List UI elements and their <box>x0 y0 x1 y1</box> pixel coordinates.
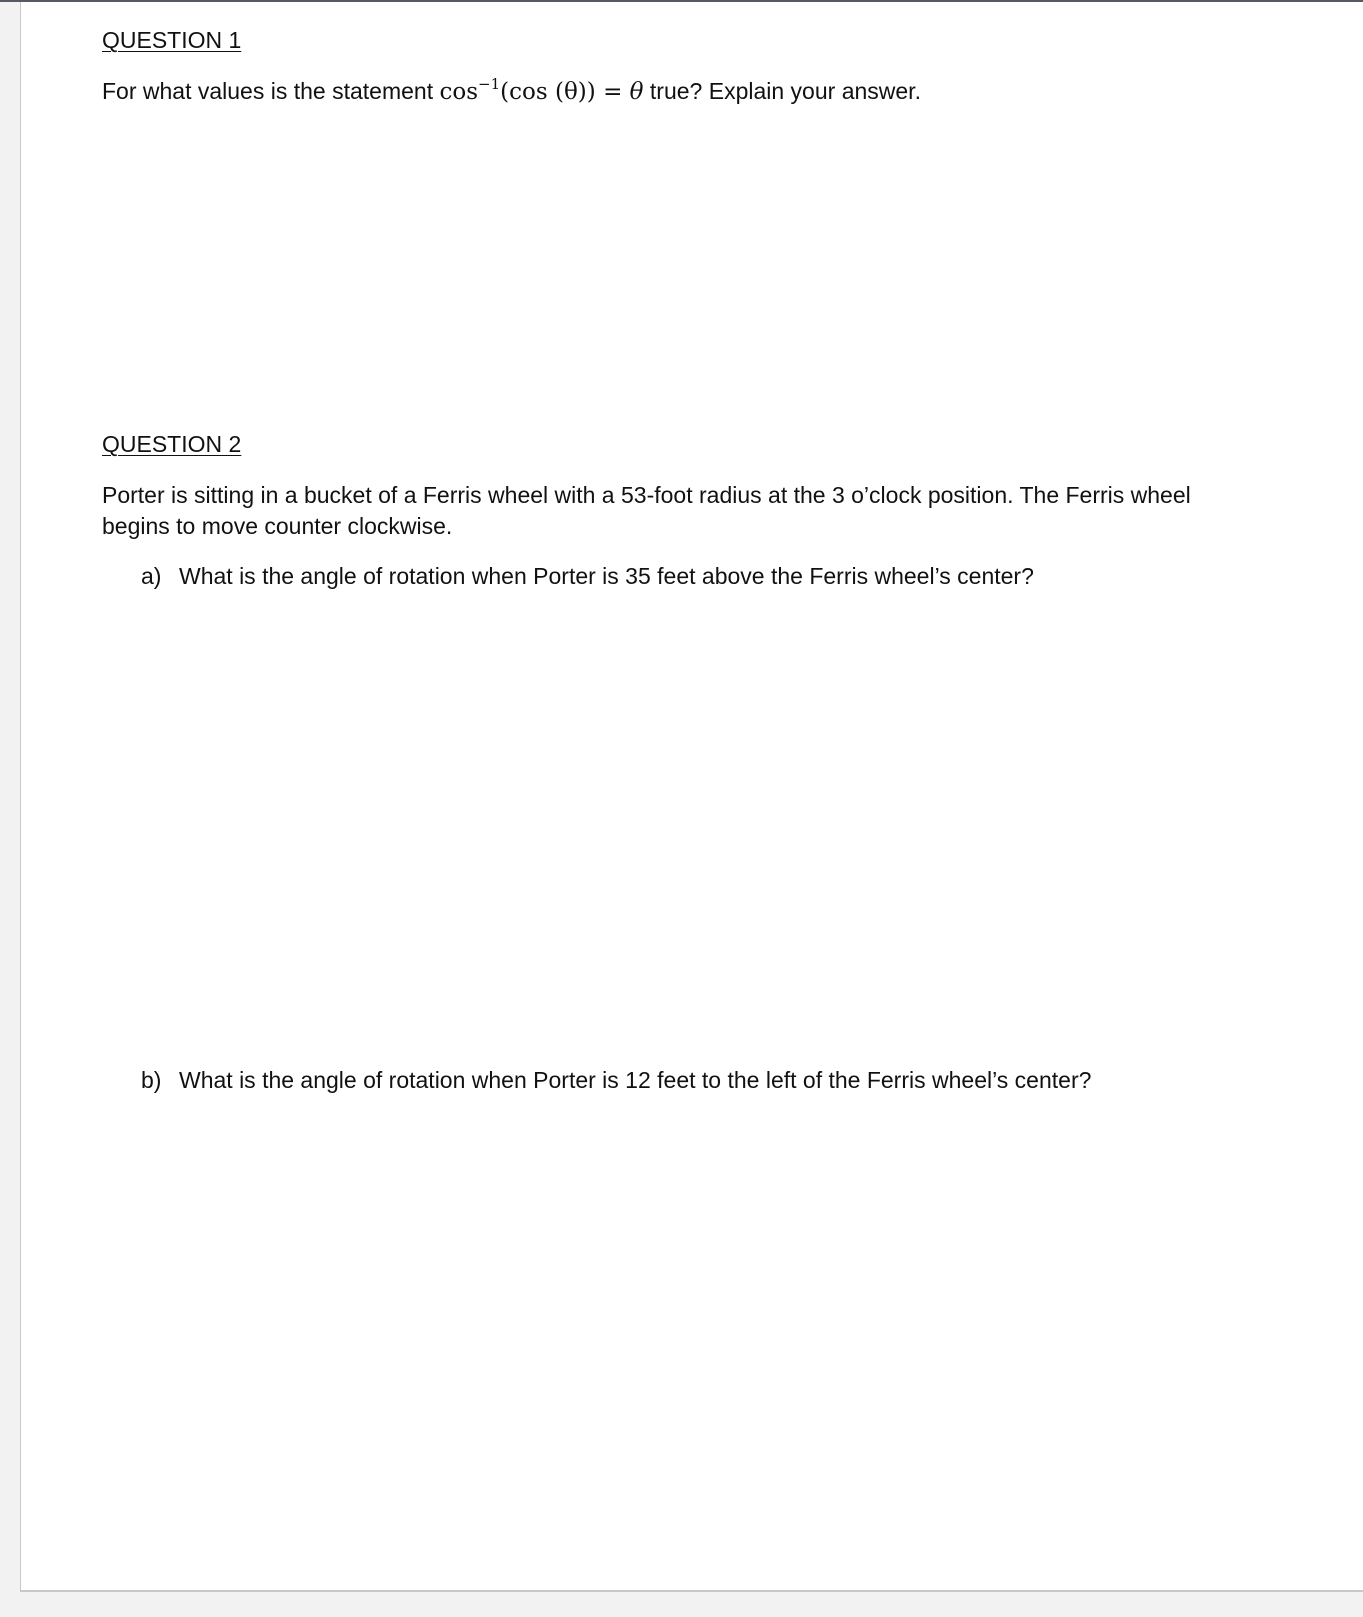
inverse-cosine-equation <box>439 75 644 105</box>
question-2-stem-line-2: begins to move counter clockwise. <box>102 513 453 539</box>
question-2-part-a <box>141 563 1034 590</box>
part-b-text: What is the angle of rotation when Porter is 12 feet to the left of the Ferris wheel’s center? <box>179 1067 1092 1093</box>
math-inner: (cos (θ)) <box>500 79 596 105</box>
question-1-heading: QUESTION 1 <box>102 27 242 53</box>
math-superscript: −1 <box>478 75 501 93</box>
question-2-part-b <box>141 1067 1091 1094</box>
question-1-prompt-end: true? Explain your answer. <box>643 78 921 104</box>
math-func: cos <box>439 79 479 105</box>
math-equals: = <box>595 79 630 105</box>
part-a-marker: a) <box>141 563 162 589</box>
part-b-marker: b) <box>141 1067 162 1093</box>
question-1-prompt-start: For what values is the statement <box>102 78 440 104</box>
question-2-heading: QUESTION 2 <box>102 431 242 457</box>
math-rhs: θ <box>629 79 644 105</box>
question-2-stem-line-1: Porter is sitting in a bucket of a Ferris wheel with a 53-foot radius at the 3 o’clock position. The Ferris wheel <box>102 482 1191 508</box>
question-1-prompt <box>102 75 921 108</box>
part-a-text: What is the angle of rotation when Porter is 35 feet above the Ferris wheel’s center? <box>179 563 1034 589</box>
document-page <box>20 2 1363 1592</box>
